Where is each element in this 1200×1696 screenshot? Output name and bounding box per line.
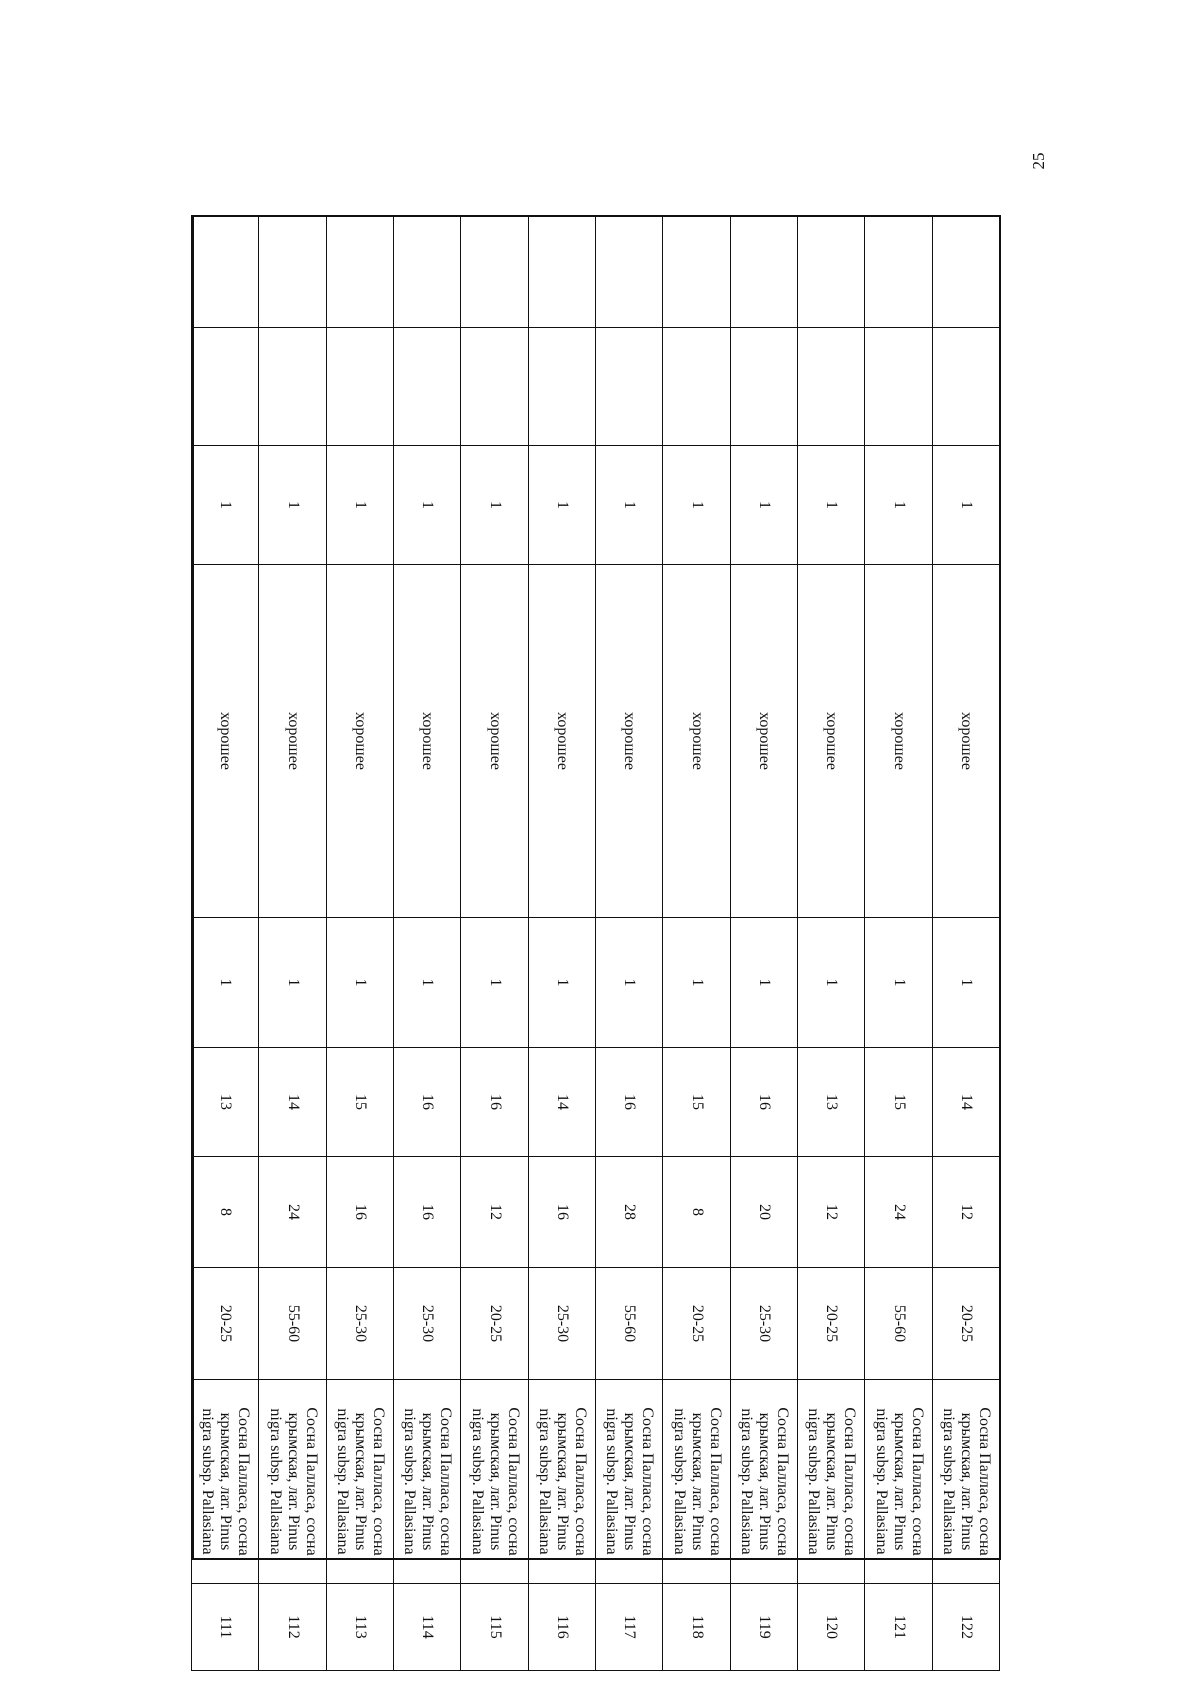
species-line: крымская, лат. Pinus (486, 1412, 504, 1551)
cell-age: 25-30 (528, 1268, 595, 1380)
cell-number: 113 (326, 1584, 393, 1671)
cell-age: 25-30 (730, 1268, 797, 1380)
cell-number: 117 (596, 1584, 663, 1671)
species-line: крымская, лат. Pinus (351, 1412, 369, 1551)
cell-empty-2 (730, 216, 797, 328)
cell-diameter: 12 (798, 1157, 865, 1268)
cell-condition: хорошее (259, 565, 326, 918)
cell-empty-2 (528, 216, 595, 328)
cell-diameter: 12 (461, 1157, 528, 1268)
cell-height: 15 (865, 1048, 932, 1157)
cell-count-2: 1 (394, 446, 461, 565)
cell-empty-1 (259, 328, 326, 446)
species-line: Сосна Палласа, сосна (302, 1407, 320, 1556)
cell-count-2: 1 (461, 446, 528, 565)
cell-diameter: 16 (326, 1157, 393, 1268)
cell-species (326, 1380, 393, 1584)
cell-empty-1 (528, 328, 595, 446)
species-line: nigra subsp. Pallasiana (266, 1408, 284, 1555)
cell-height: 15 (663, 1048, 730, 1157)
cell-count-2: 1 (326, 446, 393, 565)
cell-empty-1 (326, 328, 393, 446)
cell-count-2: 1 (596, 446, 663, 565)
cell-height: 16 (461, 1048, 528, 1157)
cell-species (798, 1380, 865, 1584)
cell-count-1: 1 (865, 918, 932, 1048)
cell-empty-1 (192, 328, 259, 446)
cell-count-2: 1 (663, 446, 730, 565)
species-line: крымская, лат. Pinus (890, 1412, 908, 1551)
species-line: крымская, лат. Pinus (755, 1412, 773, 1551)
cell-empty-2 (259, 216, 326, 328)
species-line: Сосна Палласа, сосна (706, 1407, 724, 1556)
cell-empty-1 (596, 328, 663, 446)
species-line: крымская, лат. Pinus (823, 1412, 841, 1551)
table-row (730, 216, 797, 1671)
species-line: Сосна Палласа, сосна (841, 1407, 859, 1556)
species-line: крымская, лат. Pinus (621, 1412, 639, 1551)
cell-condition: хорошее (394, 565, 461, 918)
cell-diameter: 16 (394, 1157, 461, 1268)
cell-species (259, 1380, 326, 1584)
species-line: nigra subsp. Pallasiana (535, 1408, 553, 1555)
cell-age: 25-30 (326, 1268, 393, 1380)
cell-height: 16 (730, 1048, 797, 1157)
cell-count-2: 1 (192, 446, 259, 565)
cell-count-2: 1 (932, 446, 999, 565)
cell-species (461, 1380, 528, 1584)
cell-number: 115 (461, 1584, 528, 1671)
species-line: крымская, лат. Pinus (217, 1412, 235, 1551)
species-line: nigra subsp. Pallasiana (603, 1408, 621, 1555)
cell-height: 14 (932, 1048, 999, 1157)
cell-count-2: 1 (259, 446, 326, 565)
species-line: крымская, лат. Pinus (957, 1412, 975, 1551)
cell-number: 119 (730, 1584, 797, 1671)
cell-condition: хорошее (730, 565, 797, 918)
cell-species (730, 1380, 797, 1584)
species-line: Сосна Палласа, сосна (908, 1407, 926, 1556)
species-line: крымская, лат. Pinus (284, 1412, 302, 1551)
cell-diameter: 8 (192, 1157, 259, 1268)
table-row (461, 216, 528, 1671)
cell-count-1: 1 (394, 918, 461, 1048)
cell-age: 20-25 (932, 1268, 999, 1380)
cell-age: 55-60 (865, 1268, 932, 1380)
cell-empty-2 (663, 216, 730, 328)
cell-diameter: 12 (932, 1157, 999, 1268)
table-row (798, 216, 865, 1671)
cell-count-1: 1 (798, 918, 865, 1048)
cell-number: 118 (663, 1584, 730, 1671)
species-line: Сосна Палласа, сосна (975, 1407, 993, 1556)
cell-species (192, 1380, 259, 1584)
species-line: Сосна Палласа, сосна (773, 1407, 791, 1556)
cell-age: 20-25 (192, 1268, 259, 1380)
cell-empty-1 (663, 328, 730, 446)
cell-empty-2 (326, 216, 393, 328)
cell-count-1: 1 (528, 918, 595, 1048)
cell-height: 13 (192, 1048, 259, 1157)
species-line: nigra subsp. Pallasiana (468, 1408, 486, 1555)
cell-diameter: 24 (259, 1157, 326, 1268)
species-line: nigra subsp. Pallasiana (199, 1408, 217, 1555)
cell-empty-1 (798, 328, 865, 446)
cell-number: 111 (192, 1584, 259, 1671)
cell-empty-1 (730, 328, 797, 446)
cell-diameter: 16 (528, 1157, 595, 1268)
cell-condition: хорошее (461, 565, 528, 918)
cell-age: 55-60 (259, 1268, 326, 1380)
table-row (932, 216, 999, 1671)
table-row (596, 216, 663, 1671)
species-line: Сосна Палласа, сосна (235, 1407, 253, 1556)
cell-count-2: 1 (528, 446, 595, 565)
species-line: nigra subsp. Pallasiana (939, 1408, 957, 1555)
cell-empty-1 (461, 328, 528, 446)
cell-count-1: 1 (192, 918, 259, 1048)
cell-age: 55-60 (596, 1268, 663, 1380)
cell-age: 20-25 (461, 1268, 528, 1380)
cell-height: 16 (596, 1048, 663, 1157)
species-line: nigra subsp. Pallasiana (670, 1408, 688, 1555)
cell-count-2: 1 (865, 446, 932, 565)
cell-species (596, 1380, 663, 1584)
cell-count-1: 1 (663, 918, 730, 1048)
cell-age: 20-25 (798, 1268, 865, 1380)
species-line: nigra subsp. Pallasiana (401, 1408, 419, 1555)
cell-condition: хорошее (663, 565, 730, 918)
cell-species (663, 1380, 730, 1584)
cell-empty-1 (865, 328, 932, 446)
cell-empty-2 (192, 216, 259, 328)
cell-count-1: 1 (730, 918, 797, 1048)
cell-diameter: 28 (596, 1157, 663, 1268)
table-row (259, 216, 326, 1671)
species-line: nigra subsp. Pallasiana (333, 1408, 351, 1555)
cell-empty-2 (461, 216, 528, 328)
table-body (192, 216, 1000, 1671)
cell-count-2: 1 (730, 446, 797, 565)
table-row (394, 216, 461, 1671)
species-line: nigra subsp. Pallasiana (737, 1408, 755, 1555)
cell-number: 120 (798, 1584, 865, 1671)
page-number: 25 (1029, 152, 1048, 170)
cell-empty-2 (865, 216, 932, 328)
species-line: nigra subsp. Pallasiana (805, 1408, 823, 1555)
cell-height: 14 (528, 1048, 595, 1157)
species-line: nigra subsp. Pallasiana (872, 1408, 890, 1555)
cell-empty-2 (932, 216, 999, 328)
cell-number: 121 (865, 1584, 932, 1671)
table-row (865, 216, 932, 1671)
cell-species (394, 1380, 461, 1584)
cell-empty-2 (596, 216, 663, 328)
cell-condition: хорошее (528, 565, 595, 918)
species-line: Сосна Палласа, сосна (571, 1407, 589, 1556)
cell-condition: хорошее (326, 565, 393, 918)
cell-species (932, 1380, 999, 1584)
tree-inventory-table (191, 215, 1000, 1639)
cell-condition: хорошее (798, 565, 865, 918)
cell-number: 114 (394, 1584, 461, 1671)
cell-number: 112 (259, 1584, 326, 1671)
cell-height: 16 (394, 1048, 461, 1157)
cell-empty-1 (932, 328, 999, 446)
table-row (663, 216, 730, 1671)
cell-count-1: 1 (596, 918, 663, 1048)
table-row (326, 216, 393, 1671)
cell-condition: хорошее (192, 565, 259, 918)
cell-age: 25-30 (394, 1268, 461, 1380)
cell-count-1: 1 (932, 918, 999, 1048)
cell-height: 14 (259, 1048, 326, 1157)
table-row (192, 216, 259, 1671)
cell-number: 116 (528, 1584, 595, 1671)
cell-diameter: 8 (663, 1157, 730, 1268)
cell-count-2: 1 (798, 446, 865, 565)
cell-age: 20-25 (663, 1268, 730, 1380)
species-line: Сосна Палласа, сосна (504, 1407, 522, 1556)
species-line: крымская, лат. Pinus (419, 1412, 437, 1551)
table-row (528, 216, 595, 1671)
cell-height: 15 (326, 1048, 393, 1157)
cell-condition: хорошее (932, 565, 999, 918)
cell-empty-2 (798, 216, 865, 328)
species-line: Сосна Палласа, сосна (639, 1407, 657, 1556)
cell-species (865, 1380, 932, 1584)
cell-height: 13 (798, 1048, 865, 1157)
cell-diameter: 20 (730, 1157, 797, 1268)
cell-diameter: 24 (865, 1157, 932, 1268)
species-line: Сосна Палласа, сосна (437, 1407, 455, 1556)
cell-count-1: 1 (461, 918, 528, 1048)
cell-number: 122 (932, 1584, 999, 1671)
species-line: крымская, лат. Pinus (553, 1412, 571, 1551)
cell-species (528, 1380, 595, 1584)
species-line: крымская, лат. Pinus (688, 1412, 706, 1551)
cell-condition: хорошее (596, 565, 663, 918)
data-table (191, 215, 1000, 1671)
cell-count-1: 1 (259, 918, 326, 1048)
cell-empty-1 (394, 328, 461, 446)
cell-condition: хорошее (865, 565, 932, 918)
cell-empty-2 (394, 216, 461, 328)
species-line: Сосна Палласа, сосна (369, 1407, 387, 1556)
cell-count-1: 1 (326, 918, 393, 1048)
